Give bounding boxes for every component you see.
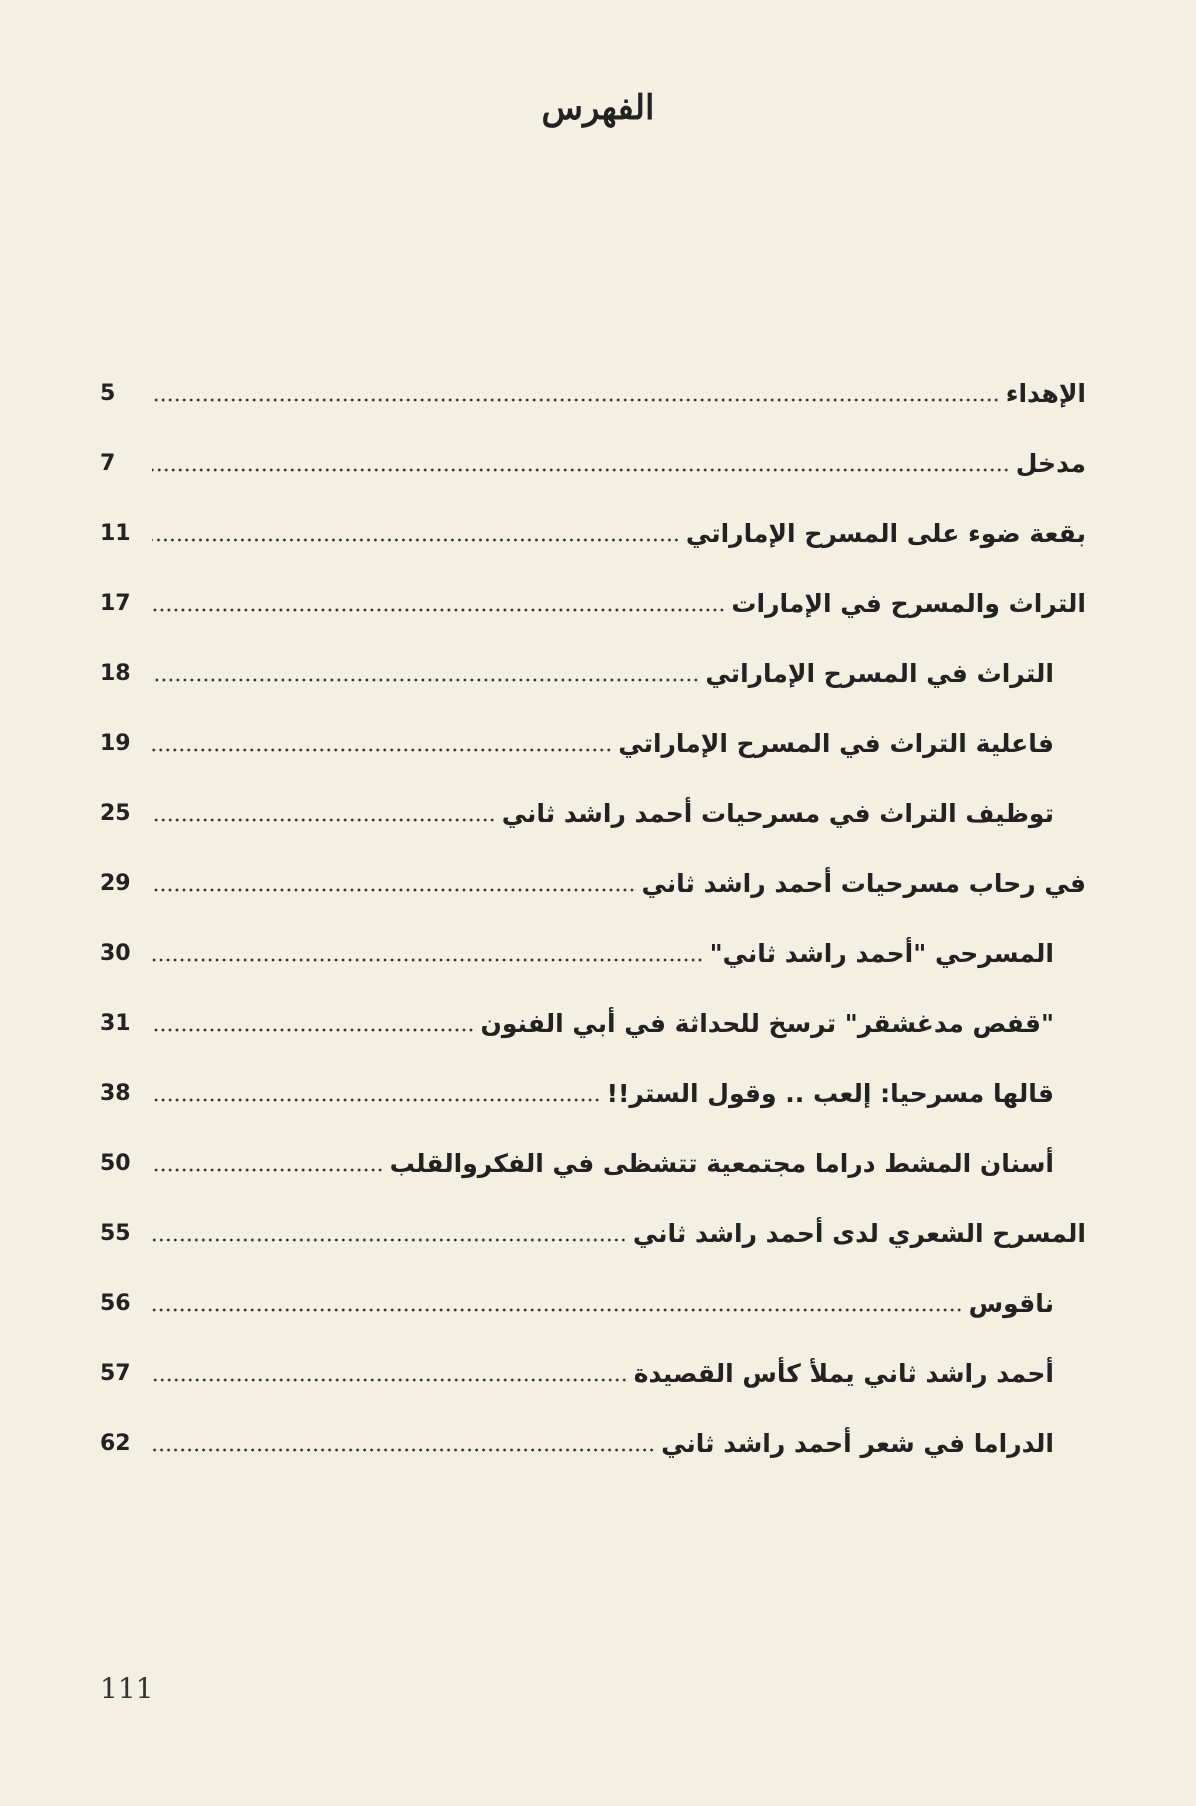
- dot-leader: [152, 1445, 655, 1455]
- dot-leader: [152, 1235, 627, 1245]
- toc-subentry[interactable]: [100, 702, 1086, 762]
- dot-leader: [152, 1025, 474, 1035]
- toc-entry-page: 62: [100, 1431, 131, 1456]
- dot-leader: [152, 955, 704, 965]
- toc-entry-page: 50: [100, 1151, 131, 1176]
- dot-leader: [152, 815, 496, 825]
- toc-entry-page: 55: [100, 1221, 131, 1246]
- toc-entry-page: 25: [100, 801, 131, 826]
- toc-entry-title: التراث والمسرح في الإمارات: [731, 589, 1086, 618]
- toc-entry-title: المسرحي "أحمد راشد ثاني": [709, 939, 1054, 968]
- toc-entry[interactable]: [100, 422, 1086, 482]
- toc-subentry[interactable]: [100, 1332, 1086, 1392]
- dot-leader: [152, 675, 699, 685]
- toc-entry-title: بقعة ضوء على المسرح الإماراتي: [685, 519, 1086, 548]
- toc-entry-page: 19: [100, 731, 131, 756]
- dot-leader: [152, 465, 1010, 475]
- toc-subentry[interactable]: [100, 772, 1086, 832]
- dot-leader: [152, 1305, 963, 1315]
- dot-leader: [152, 745, 612, 755]
- toc-entry-title: الدراما في شعر أحمد راشد ثاني: [661, 1429, 1054, 1458]
- toc-entry-title: التراث في المسرح الإماراتي: [705, 659, 1054, 688]
- toc-entry[interactable]: [100, 842, 1086, 902]
- toc-subentry[interactable]: [100, 1052, 1086, 1112]
- toc-subentry[interactable]: [100, 982, 1086, 1042]
- toc-entry-title: مدخل: [1015, 449, 1086, 478]
- toc-entry[interactable]: [100, 352, 1086, 412]
- toc-entry-page: 57: [100, 1361, 131, 1386]
- toc-entry-title: أحمد راشد ثاني يملأ كأس القصيدة: [633, 1359, 1054, 1388]
- dot-leader: [152, 1165, 384, 1175]
- dot-leader: [152, 885, 635, 895]
- toc-entry-page: 29: [100, 871, 131, 896]
- toc-entry-title: الإهداء: [1005, 379, 1086, 408]
- toc-entry-page: 31: [100, 1011, 131, 1036]
- page-title: الفهرس: [541, 88, 655, 128]
- dot-leader: [152, 395, 1000, 405]
- toc-entry-page: 30: [100, 941, 131, 966]
- toc-entry-title: ناقوس: [968, 1289, 1054, 1318]
- toc-entry-page: 38: [100, 1081, 131, 1106]
- toc-entry-title: في رحاب مسرحيات أحمد راشد ثاني: [641, 869, 1086, 898]
- toc-entry-page: 56: [100, 1291, 131, 1316]
- toc-entry-title: توظيف التراث في مسرحيات أحمد راشد ثاني: [501, 799, 1054, 828]
- toc-entry-page: 18: [100, 661, 131, 686]
- dot-leader: [152, 535, 680, 545]
- toc-entry-page: 5: [100, 381, 116, 406]
- toc-entry-title: "قفص مدغشقر" ترسخ للحداثة في أبي الفنون: [480, 1009, 1054, 1038]
- toc-subentry[interactable]: [100, 632, 1086, 692]
- toc-subentry[interactable]: [100, 912, 1086, 972]
- dot-leader: [152, 1095, 601, 1105]
- toc-entry-title: المسرح الشعري لدى أحمد راشد ثاني: [632, 1219, 1086, 1248]
- toc-entry[interactable]: [100, 562, 1086, 622]
- toc-entry[interactable]: [100, 1192, 1086, 1252]
- toc-subentry[interactable]: [100, 1402, 1086, 1462]
- dot-leader: [152, 1375, 628, 1385]
- toc-entry-title: فاعلية التراث في المسرح الإماراتي: [618, 729, 1054, 758]
- dot-leader: [152, 605, 725, 615]
- toc-entry[interactable]: [100, 492, 1086, 552]
- toc-entry-title: أسنان المشط دراما مجتمعية تتشظى في الفكروالقلب: [389, 1149, 1054, 1178]
- toc-entry-title: قالها مسرحيا: إلعب .. وقول الستر!!: [606, 1079, 1054, 1108]
- page-number: 111: [100, 1672, 154, 1705]
- toc-subentry[interactable]: [100, 1262, 1086, 1322]
- toc-entry-page: 7: [100, 451, 116, 476]
- toc-entry-page: 11: [100, 521, 131, 546]
- toc-entry-page: 17: [100, 591, 131, 616]
- toc-subentry[interactable]: [100, 1122, 1086, 1182]
